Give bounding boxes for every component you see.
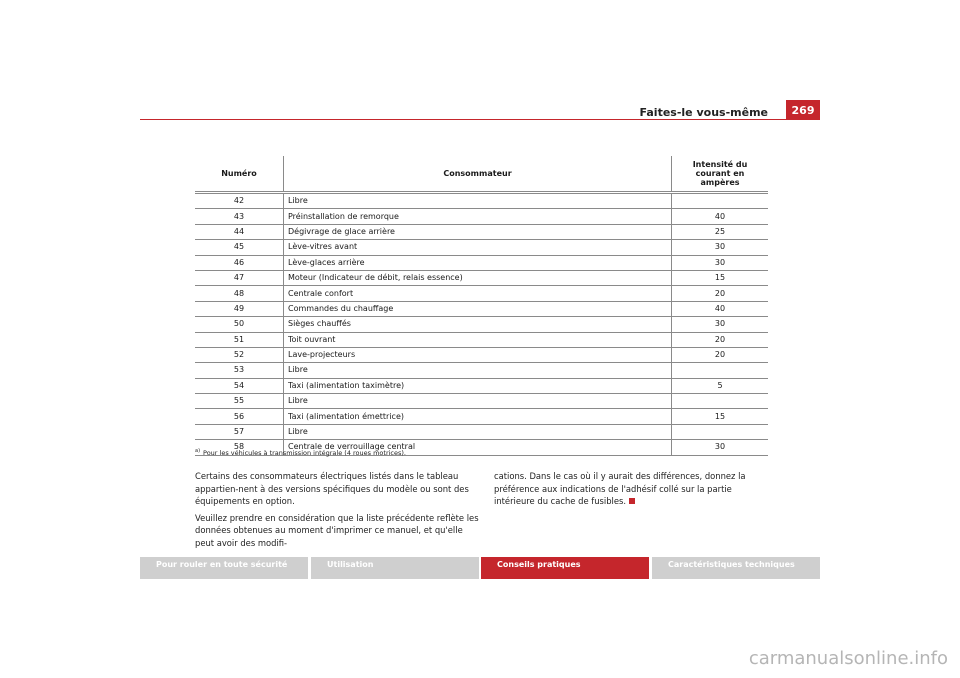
cell-consommateur: Libre [284, 394, 672, 409]
body-paragraph [494, 470, 768, 508]
cell-intensite [672, 424, 769, 439]
fuse-table [195, 156, 768, 456]
column-header-numero: Numéro [221, 169, 257, 178]
table-row [195, 270, 768, 285]
table-row [195, 255, 768, 270]
cell-numero: 44 [195, 224, 284, 239]
cell-numero: 58 [195, 440, 284, 455]
section-end-mark-icon [629, 498, 635, 504]
cell-consommateur: Commandes du chauffage [284, 301, 672, 316]
cell-consommateur: Toit ouvrant [284, 332, 672, 347]
body-column-right [494, 470, 768, 512]
footer-tab-caracteristiques[interactable] [652, 557, 820, 579]
cell-consommateur: Dégivrage de glace arrière [284, 224, 672, 239]
table-row [195, 209, 768, 224]
cell-consommateur: Taxi (alimentation taximètre) [284, 378, 672, 393]
page-number: 269 [786, 100, 820, 120]
footer-tab-label: Caractéristiques techniques [668, 560, 795, 569]
cell-intensite: 15 [672, 409, 769, 424]
cell-intensite: 15 [672, 270, 769, 285]
cell-numero: 52 [195, 347, 284, 362]
cell-intensite [672, 394, 769, 409]
cell-intensite: 30 [672, 317, 769, 332]
cell-consommateur: Lève-glaces arrière [284, 255, 672, 270]
cell-intensite: 40 [672, 301, 769, 316]
footer-tab-label: Utilisation [327, 560, 374, 569]
cell-consommateur: Lave-projecteurs [284, 347, 672, 362]
cell-consommateur: Libre [284, 424, 672, 439]
page-header-title: Faites-le vous-même [639, 106, 768, 119]
footer-tab-utilisation[interactable] [311, 557, 479, 579]
table-header-row [195, 156, 768, 193]
table-row [195, 409, 768, 424]
table-footnote [195, 448, 406, 457]
table-row [195, 193, 768, 209]
footer-tab-label: Pour rouler en toute sécurité [156, 560, 288, 569]
cell-numero: 57 [195, 424, 284, 439]
cell-intensite: 20 [672, 332, 769, 347]
cell-intensite: 25 [672, 224, 769, 239]
cell-consommateur: Sièges chauffés [284, 317, 672, 332]
cell-intensite: 30 [672, 255, 769, 270]
footer-tab-conseils[interactable] [481, 557, 649, 579]
cell-numero: 48 [195, 286, 284, 301]
footer-tab-label: Conseils pratiques [497, 560, 581, 569]
cell-consommateur: Moteur (Indicateur de débit, relais essence) [284, 270, 672, 285]
header-rule [140, 119, 820, 120]
column-header-intensite: Intensité du courant en ampères [672, 156, 769, 193]
footnote-text: Pour les véhicules à transmission intégrale (4 roues motrices). [203, 449, 406, 458]
column-header-consommateur: Consommateur [284, 156, 672, 193]
watermark: carmanualsonline.info [748, 648, 948, 669]
cell-consommateur: Centrale confort [284, 286, 672, 301]
body-paragraph: Certains des consommateurs électriques listés dans le tableau appartien-nent à des versions spécifiques du modèle ou sont des équipements en option. [195, 471, 469, 507]
cell-numero: 55 [195, 394, 284, 409]
cell-consommateur: Libre [284, 363, 672, 378]
cell-consommateur: Préinstallation de remorque [284, 209, 672, 224]
cell-numero: 47 [195, 270, 284, 285]
cell-numero: 42 [233, 196, 245, 206]
cell-intensite: 5 [672, 378, 769, 393]
cell-intensite: 30 [672, 440, 769, 455]
cell-consommateur: Taxi (alimentation émettrice) [284, 409, 672, 424]
table-row [195, 378, 768, 393]
table-row [195, 286, 768, 301]
cell-numero: 54 [195, 378, 284, 393]
cell-numero: 53 [195, 363, 284, 378]
cell-numero: 51 [195, 332, 284, 347]
table-row [195, 317, 768, 332]
table-row [195, 301, 768, 316]
footnote-marker: a) [195, 448, 201, 454]
cell-intensite: 40 [672, 209, 769, 224]
cell-consommateur: Libre [284, 193, 672, 209]
cell-numero: 56 [195, 409, 284, 424]
table-row [195, 240, 768, 255]
cell-intensite: 20 [672, 286, 769, 301]
table-row [195, 363, 768, 378]
table-row [195, 424, 768, 439]
table-row [195, 332, 768, 347]
cell-consommateur: Centrale de verrouillage central [284, 440, 672, 455]
cell-intensite: 30 [672, 240, 769, 255]
cell-consommateur: Lève-vitres avant [284, 240, 672, 255]
cell-intensite [672, 193, 769, 209]
cell-numero: 49 [195, 301, 284, 316]
cell-numero: 46 [195, 255, 284, 270]
cell-numero: 45 [195, 240, 284, 255]
body-paragraph: Veuillez prendre en considération que la liste précédente reflète les données obtenues au moment d'imprimer ce manuel, et qu'elle peut avoir des modifi- [195, 512, 479, 548]
body-paragraph-text: cations. Dans le cas où il y aurait des différences, donnez la préférence aux indications de l'adhésif collé sur la partie intérieure du cache de fusibles. [494, 471, 746, 507]
cell-numero: 50 [195, 317, 284, 332]
table-row [195, 347, 768, 362]
body-column-left [195, 470, 480, 554]
cell-intensite [672, 363, 769, 378]
cell-intensite: 20 [672, 347, 769, 362]
table-row [195, 394, 768, 409]
footer-tab-securite[interactable] [140, 557, 308, 579]
table-row [195, 224, 768, 239]
cell-numero: 43 [195, 209, 284, 224]
